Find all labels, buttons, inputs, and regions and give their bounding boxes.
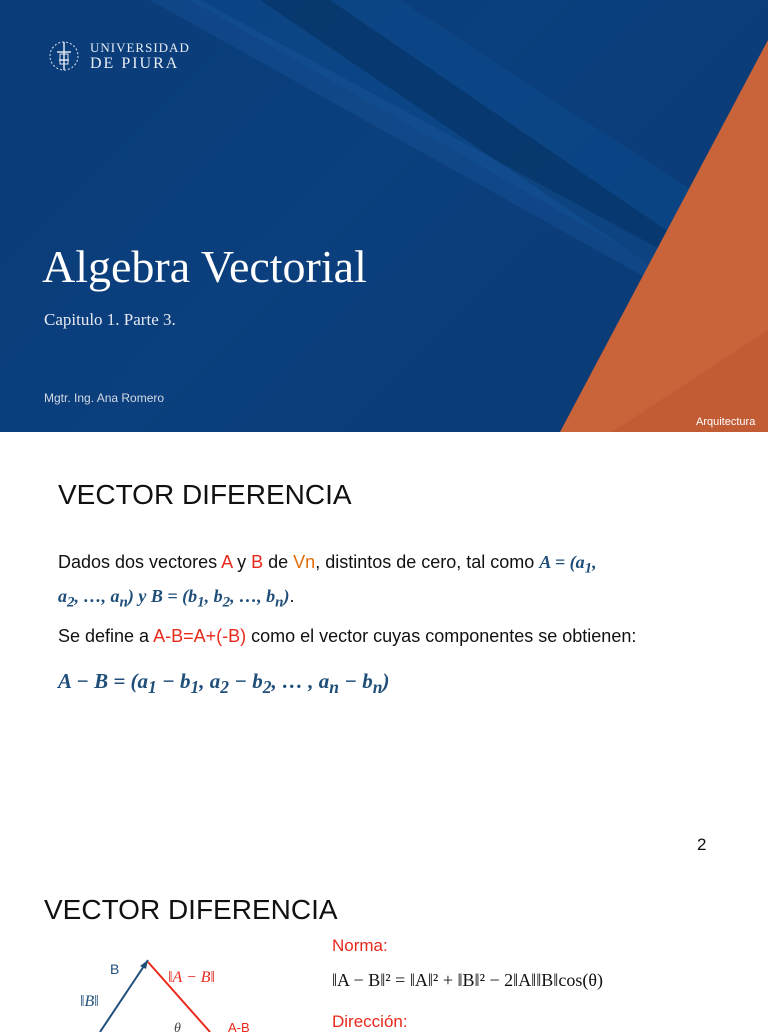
math-sub: 2 [67,594,75,611]
vector-difference-diagram [70,952,310,1032]
logo-line-1: UNIVERSIDAD [90,40,190,55]
math-sub: 1 [197,594,205,611]
math-part: − b [156,669,191,693]
math-part: , …, a [74,585,120,606]
math-sub: n [372,677,383,698]
math-part: − b [339,669,373,693]
text: y [232,552,252,572]
norma-formula: ‖A − B‖² = ‖A‖² + ‖B‖² − 2‖A‖‖B‖cos(θ) [332,970,603,990]
vector-a-label: A [221,552,233,572]
math-a [539,552,597,577]
text: como el vector cuyas componentes se obtienen: [246,626,637,646]
slide-heading: VECTOR DIFERENCIA [58,479,352,510]
math-part: , b [204,585,223,606]
text: Dados dos vectores [58,552,222,572]
math-sub: n [119,594,128,611]
crest-icon [48,34,80,78]
math-part: , … , a [271,669,330,693]
math-sub: n [329,677,339,698]
slide-subtitle: Capitulo 1. Parte 3. [44,310,176,329]
math-part: A = (a [539,552,585,572]
text: , distintos de cero, tal como [315,552,540,572]
text: . [289,585,295,606]
definition-paragraph [58,549,718,616]
content-slide-2 [0,433,768,865]
space-label: Vn [293,552,316,572]
arrowhead-icon [140,960,148,969]
math-part: a [58,585,67,606]
define-paragraph [58,623,718,650]
label-a-minus-b: A-B [228,1020,250,1032]
difference-formula [58,669,389,698]
label-b: B [110,961,120,977]
label-norm-b: ‖B‖ [80,993,99,1010]
math-sub: 2 [262,677,272,698]
logo-line-2: DE PIURA [90,55,180,72]
math-part: ) [382,669,390,693]
math-sub: 1 [584,560,593,577]
math-sub: 1 [190,677,200,698]
math-part: , a [199,669,221,693]
direccion-label: Dirección: [332,1012,408,1031]
text: Se define a [58,626,154,646]
norma-label: Norma: [332,936,388,955]
math-part: − b [229,669,263,693]
math-part: A − B = (a [58,669,149,693]
definition-expression: A-B=A+(-B) [153,626,247,646]
math-part: ) [283,585,290,606]
math-part: , …, b [230,585,276,606]
math-part: , [592,552,597,572]
university-logo [48,34,190,78]
math-sub: 1 [148,677,157,698]
title-slide [0,0,768,432]
math-sub: 2 [222,594,231,611]
content-slide-3 [0,866,768,1032]
department-tag: Arquitectura [696,416,756,428]
label-theta: θ [174,1021,181,1032]
slide-title: Algebra Vectorial [42,241,367,292]
author-name: Mgtr. Ing. Ana Romero [44,391,165,405]
text: de [263,552,294,572]
vector-b-arrow [100,960,148,1032]
math-sub: 2 [220,677,230,698]
math-components [58,585,290,611]
vector-b-label: B [251,552,264,572]
logo-wordmark [90,40,190,72]
math-part: ) y B = (b [127,585,198,606]
page-number: 2 [697,835,707,854]
slide-heading: VECTOR DIFERENCIA [44,894,338,925]
label-norm-a-minus-b: ‖A − B‖ [168,969,216,986]
math-sub: n [275,594,284,611]
